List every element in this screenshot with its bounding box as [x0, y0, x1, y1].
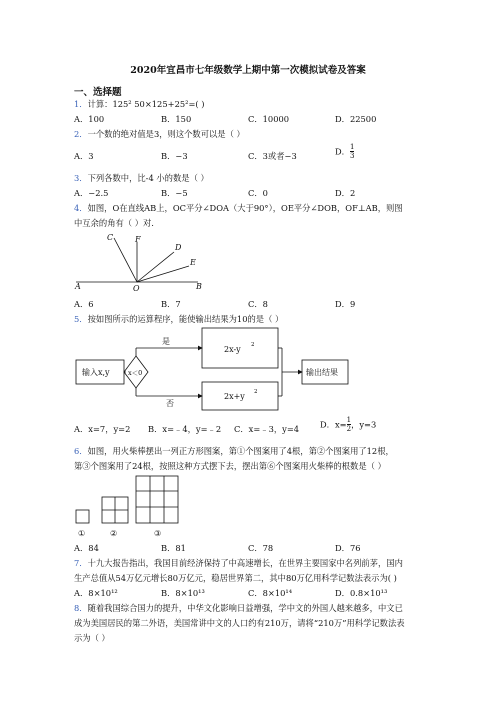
question-text: 一个数的绝对值是3，则这个数可以是（ ） [87, 129, 245, 139]
option-d: D．2 [335, 188, 356, 198]
yes-label: 是 [162, 337, 170, 346]
option-c: C．x=﹣3，y=4 [234, 424, 300, 434]
pattern-3 [136, 476, 178, 523]
option-c: C．78 [248, 543, 274, 553]
label-a: A [75, 282, 81, 291]
label-e: E [190, 258, 196, 267]
bottom-expression: 2x+y [224, 392, 245, 401]
question-number: 4． [74, 203, 88, 213]
question-text: 如图，O在直线AB上，OC平分∠DOA（大于90°），OE平分∠DOB，OF⊥AB，则图 [87, 203, 403, 213]
label-o: O [133, 284, 140, 292]
option-c: C．10000 [248, 114, 290, 124]
question-number: 7． [74, 558, 88, 568]
option-a: A．84 [74, 543, 99, 553]
question-number: 5． [74, 314, 88, 324]
pattern-2 [102, 497, 128, 523]
option-d: D．22500 [335, 114, 377, 124]
option-a: A．x=7，y=2 [74, 424, 131, 434]
no-label: 否 [166, 399, 174, 408]
question-7 [74, 557, 403, 569]
option-b: B．8×10¹³ [161, 588, 205, 598]
option-d: D．76 [335, 543, 361, 553]
option-a: A．100 [74, 114, 105, 124]
question-2 [74, 128, 245, 140]
pattern-label-1: ① [78, 529, 86, 538]
pattern-label-3: ③ [154, 529, 162, 538]
section-heading: 一、选择题 [74, 87, 122, 98]
option-c: C．8 [248, 299, 268, 309]
question-number: 1． [74, 99, 88, 109]
question-text: 按如图所示的运算程序，能使输出结果为10的是（ ） [87, 314, 284, 324]
flowchart [74, 326, 350, 412]
option-d: D． $\frac{1}{3}$ [335, 143, 355, 160]
question-4 [74, 202, 403, 214]
question-number: 2． [74, 129, 88, 139]
option-a: A．8×10¹² [74, 588, 118, 598]
label-d: D [175, 243, 182, 252]
label-c: C [107, 233, 114, 242]
option-b: B．−5 [161, 188, 188, 198]
ray-oe [137, 266, 189, 282]
question-text: 下列各数中，比-4 小的数是（ ） [87, 173, 209, 183]
question-number: 3． [74, 173, 88, 183]
option-a: A．3 [74, 151, 94, 161]
output-label: 输出结果 [306, 368, 338, 377]
question-8-line-3: 示为（ ） [74, 633, 110, 643]
question-text: 计算：125² 50×125+25²=( ) [87, 99, 205, 109]
angle-figure [74, 230, 204, 292]
label-b: B [196, 282, 202, 291]
option-b: B．x=﹣4，y=﹣2 [148, 424, 222, 434]
option-b: B．−3 [161, 151, 188, 161]
option-c: C．0 [248, 188, 268, 198]
condition-label: x＜0 [128, 369, 143, 377]
option-d: D．x= $\frac{1}{2}$ ，y=3 [320, 416, 377, 433]
ray-oc [114, 238, 137, 282]
question-text: 如图，用火柴棒摆出一列正方形图案，第①个图案用了4根，第②个图案用了12根， [87, 446, 394, 456]
question-8 [74, 602, 403, 614]
option-a: A．6 [74, 299, 94, 309]
input-label: 输入x,y [82, 368, 110, 377]
option-d: D．9 [335, 299, 356, 309]
question-1 [74, 98, 205, 110]
question-8-line-2: 成为美国居民的第二外语，美国常讲中文的人口约有210万，请将“210万”用科学记数法表 [74, 618, 405, 628]
fraction: $\frac{1}{2}$ [346, 416, 352, 433]
option-b: B．150 [161, 114, 192, 124]
option-c: C．3或者−3 [248, 151, 297, 161]
question-7-line-2: 生产总值从54万亿元增长80万亿元，稳居世界第二，其中80万亿用科学记数法表示为( ) [74, 573, 397, 583]
matchstick-figure [74, 474, 204, 540]
fraction: $\frac{1}{3}$ [349, 143, 355, 160]
question-6 [74, 445, 394, 457]
top-exponent: 2 [251, 342, 255, 348]
option-d: D．0.8×10¹³ [335, 588, 388, 598]
ray-od [137, 252, 174, 282]
option-b: B．81 [161, 543, 186, 553]
question-number: 6． [74, 446, 88, 456]
label-f: F [135, 235, 141, 244]
question-number: 8． [74, 603, 88, 613]
page-title: 2020年宜昌市七年级数学上期中第一次模拟试卷及答案 [130, 65, 366, 76]
question-text: 随着我国综合国力的提升，中华文化影响日益增强，学中文的外国人越来越多，中文已 [87, 603, 403, 613]
option-a: A．−2.5 [74, 188, 109, 198]
pattern-1 [76, 510, 89, 523]
question-3 [74, 172, 209, 184]
pattern-label-2: ② [110, 529, 118, 538]
option-b: B．7 [161, 299, 181, 309]
question-4-line-2: 中互余的角有（ ）对. [74, 218, 154, 228]
top-expression: 2x-y [224, 345, 241, 354]
option-c: C．8×10¹⁴ [248, 588, 293, 598]
bottom-exponent: 2 [254, 389, 258, 395]
question-5 [74, 313, 283, 325]
question-6-line-2: 第③个图案用了24根，按照这种方式摆下去，摆出第⑥个图案用火柴棒的根数是（ ） [74, 461, 386, 471]
question-text: 十九大报告指出，我国目前经济保持了中高速增长，在世界主要国家中名列前茅，国内 [87, 558, 403, 568]
